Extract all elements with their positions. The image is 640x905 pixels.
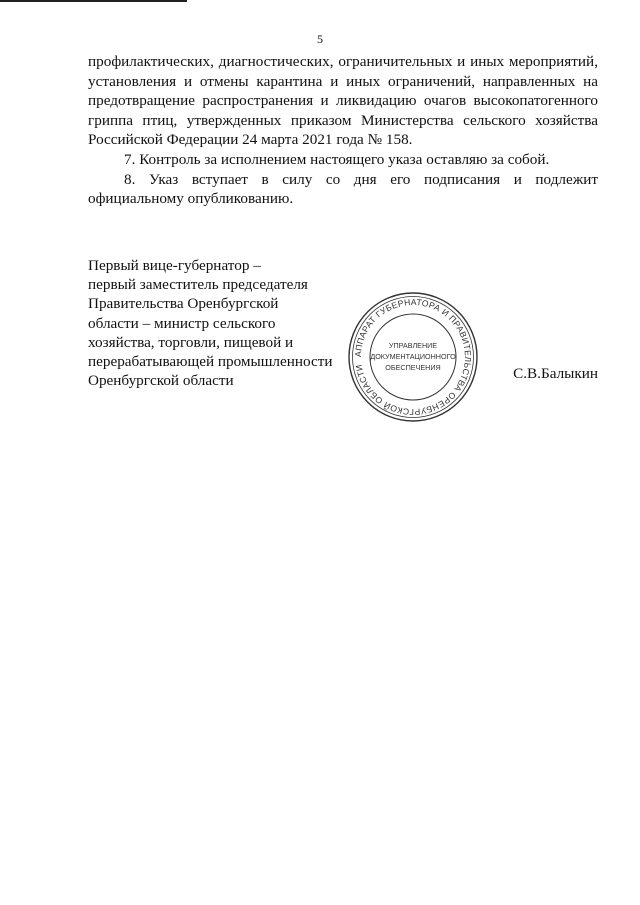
document-body <box>88 52 598 209</box>
seal-graphic <box>346 290 480 424</box>
seal-center-line: ОБЕСПЕЧЕНИЯ <box>385 363 441 372</box>
signer-position-line: Первый вице-губернатор – <box>88 257 261 274</box>
signer-position-line: перерабатывающей промышленности <box>88 353 333 371</box>
paragraph-item-8: 8. Указ вступает в силу со дня его подписания и подлежит официальному опубликованию. <box>88 170 598 208</box>
seal-center-line: УПРАВЛЕНИЕ <box>388 341 438 350</box>
signer-position <box>88 256 348 390</box>
signer-position-line: области – министр сельского <box>88 314 276 332</box>
header-rule <box>0 0 187 2</box>
signer-position-line: первый заместитель председателя <box>88 276 308 294</box>
signer-position-line: Правительства Оренбургской <box>88 295 279 313</box>
seal-center-line: ДОКУМЕНТАЦИОННОГО <box>370 352 456 361</box>
page-number: 5 <box>317 32 323 46</box>
paragraph-item-7: 7. Контроль за исполнением настоящего указа оставляю за собой. <box>124 150 550 168</box>
signer-name: С.В.Балыкин <box>513 365 598 382</box>
signer-position-line: Оренбургской области <box>88 372 234 390</box>
seal-ring-text: АППАРАТ ГУБЕРНАТОРА И ПРАВИТЕЛЬСТВА ОРЕНБУРГСКОЙ ОБЛАСТИ <box>352 296 474 418</box>
paragraph-continuation: профилактических, диагностических, ограничительных и иных мероприятий, установления и отмены карантина и иных ограничений, направленных на предотвращение распространения и ликвидацию очагов высокопатогенного гриппа птиц, утвержденных приказом Министерства сельского хозяйства Российской Федерации 24 марта 2021 года № 158. <box>88 53 598 149</box>
official-seal-stamp <box>346 290 480 424</box>
signer-position-line: хозяйства, торговли, пищевой и <box>88 333 294 351</box>
